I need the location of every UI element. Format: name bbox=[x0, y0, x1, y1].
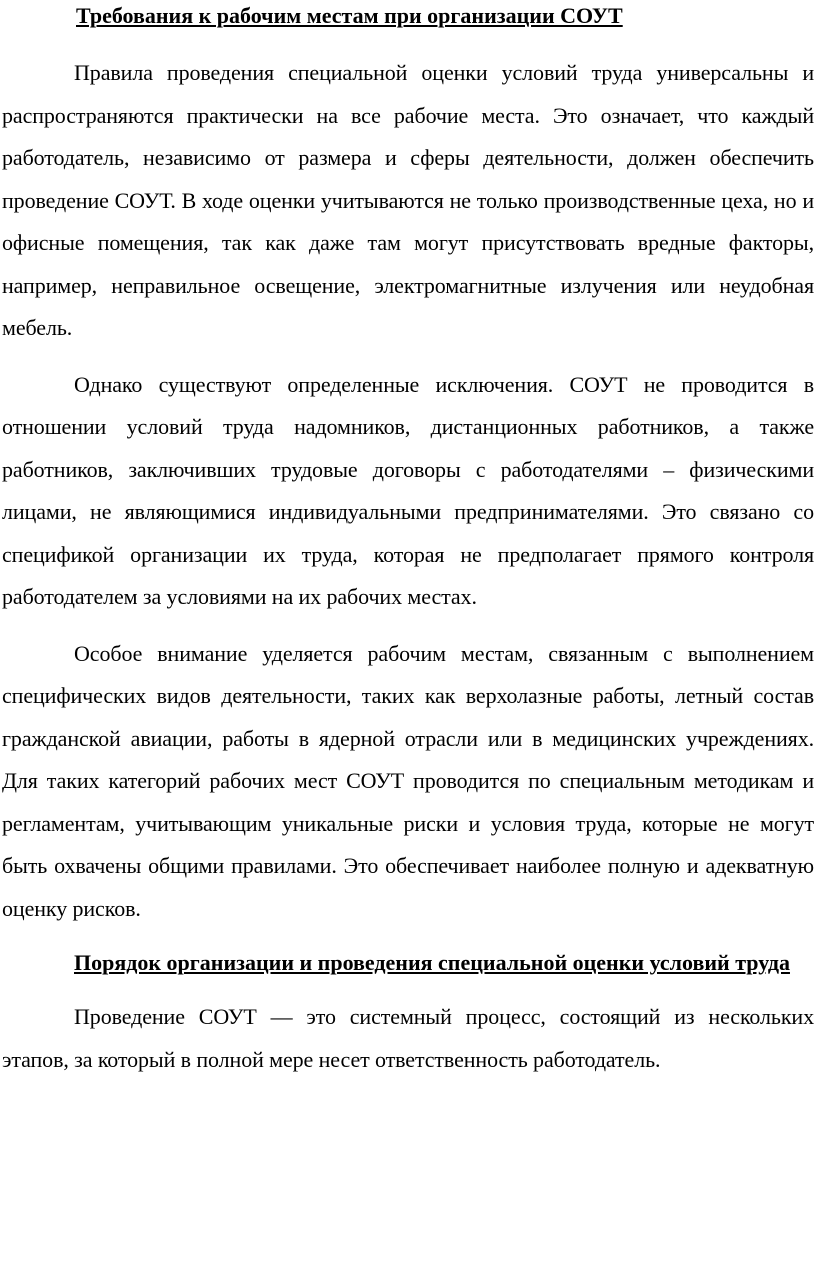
paragraph-universal-rules: Правила проведения специальной оценки условий труда универсальны и распространяются практически на все рабочие места. Это означает, что каждый работодатель, независимо от размера и сферы деятельности, должен обеспечить проведение СОУТ. В ходе оценки учитываются не только производственные цеха, но и офисные помещения, так как даже там могут присутствовать вредные факторы, например, неправильное освещение, электромагнитные излучения или неудобная мебель. bbox=[2, 60, 814, 340]
paragraph-exceptions: Однако существуют определенные исключения. СОУТ не проводится в отношении условий труда надомников, дистанционных работников, а также работников, заключивших трудовые договоры с работодателями – физическими лицами, не являющимися индивидуальными предпринимателями. Это связано со спецификой организации их труда, которая не предполагает прямого контроля работодателем за условиями на их рабочих местах. bbox=[2, 371, 814, 609]
section-heading-requirements: Требования к рабочим местам при организации СОУТ bbox=[76, 3, 623, 28]
section-heading-procedure: Порядок организации и проведения специальной оценки условий труда bbox=[74, 950, 790, 975]
paragraph-procedure-intro: Проведение СОУТ — это системный процесс, состоящий из нескольких этапов, за который в полной мере несет ответственность работодатель. bbox=[2, 1004, 814, 1072]
paragraph-special-attention: Особое внимание уделяется рабочим местам, связанным с выполнением специфических видов деятельности, таких как верхолазные работы, летный состав гражданской авиации, работы в ядерной отрасли или в медицинских учреждениях. Для таких категорий рабочих мест СОУТ проводится по специальным методикам и регламентам, учитывающим уникальные риски и условия труда, которые не могут быть охвачены общими правилами. Это обеспечивает наиболее полную и адекватную оценку рисков. bbox=[2, 640, 814, 921]
